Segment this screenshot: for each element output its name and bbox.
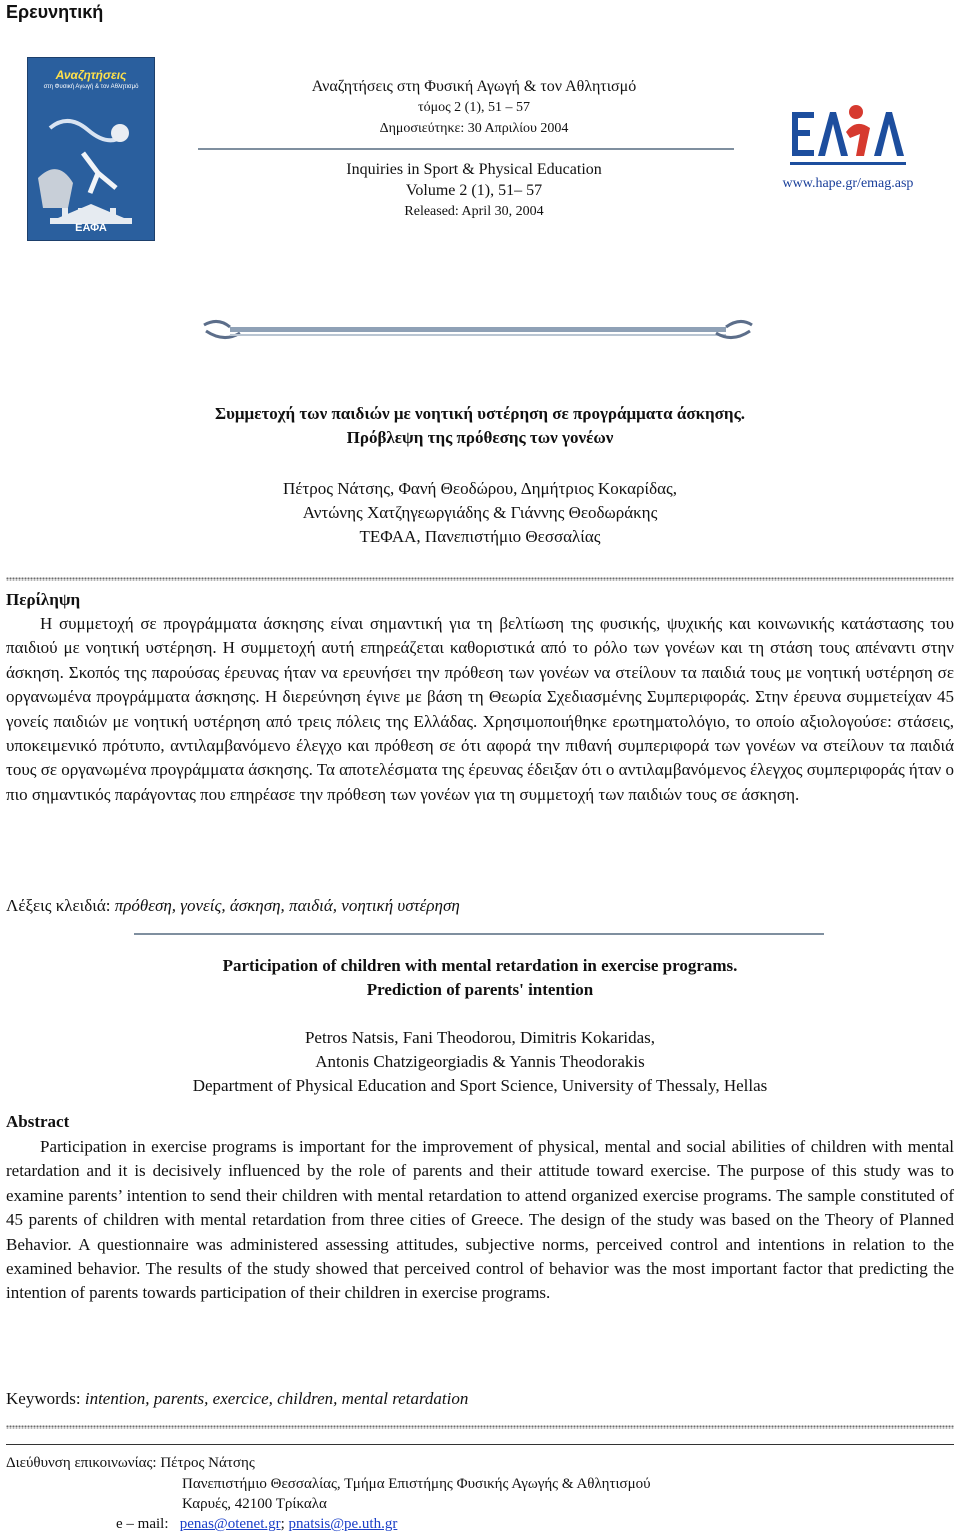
authors-en [60, 1026, 900, 1098]
email-label: e – mail: [116, 1516, 169, 1532]
section-divider [134, 933, 824, 935]
journal-released-en: Released: April 30, 2004 [404, 204, 544, 219]
journal-info-gr [200, 76, 748, 139]
cover-illustration-icon [28, 58, 154, 240]
journal-cover-image [27, 57, 155, 241]
header-divider [198, 148, 734, 150]
authors-gr-line2: Αντώνης Χατζηγεωργιάδης & Γιάννης Θεοδωράκης [302, 503, 658, 522]
eafa-logo-icon [790, 98, 906, 170]
contact-email [116, 1514, 397, 1534]
abstract-en-heading: Abstract [6, 1112, 70, 1131]
email-separator: ; [280, 1516, 285, 1532]
cover-title: Αναζητήσεις [55, 68, 127, 82]
affiliation-en: Department of Physical Education and Sport Science, University of Thessaly, Hellas [192, 1076, 768, 1095]
contact-address-line2: Καρυές, 42100 Τρίκαλα [182, 1496, 327, 1512]
email-link-1[interactable]: penas@otenet.gr [179, 1516, 281, 1532]
title-gr [60, 402, 900, 450]
cover-publisher: ΕΑΦΑ [75, 222, 107, 234]
cover-subtitle: στη Φυσική Αγωγή & τον Αθλητισμό [43, 84, 139, 90]
journal-name-gr: Αναζητήσεις στη Φυσική Αγωγή & τον Αθλητισμό [311, 78, 637, 95]
journal-released-gr: Δημοσιεύτηκε: 30 Απριλίου 2004 [379, 121, 569, 136]
email-link-2[interactable]: pnatsis@pe.uth.gr [288, 1516, 398, 1532]
title-gr-line2: Πρόβλεψη της πρόθεσης των γονέων [346, 428, 614, 447]
contact-address-line1: Πανεπιστήμιο Θεσσαλίας, Τμήμα Επιστήμης Φυσικής Αγωγής & Αθλητισμού [182, 1476, 651, 1492]
section-tag: Ερευνητική [6, 2, 104, 22]
dotted-divider [6, 577, 954, 581]
journal-volume-en: Volume 2 (1), 51– 57 [405, 182, 543, 199]
footer-rule [6, 1444, 954, 1445]
journal-website-link[interactable]: www.hape.gr/emag.asp [782, 176, 914, 191]
journal-name-en: Inquiries in Sport & Physical Education [346, 161, 602, 178]
affiliation-gr: ΤΕΦΑΑ, Πανεπιστήμιο Θεσσαλίας [359, 527, 601, 546]
title-en-line1: Participation of children with mental retardation in exercise programs. [222, 956, 738, 975]
abstract-gr-heading: Περίληψη [6, 590, 81, 609]
journal-volume-gr: τόμος 2 (1), 51 – 57 [418, 100, 530, 115]
journal-info-en [200, 159, 748, 222]
title-en-line2: Prediction of parents' intention [366, 980, 594, 999]
title-en [60, 954, 900, 1002]
authors-gr [60, 477, 900, 549]
abstract-gr-text: Η συμμετοχή σε προγράμματα άσκησης είναι σημαντική για τη βελτίωση της φυσικής, ψυχικής και κοινωνικής κατάστασης του παιδιού με νοητική υστέρηση. Η συμμετοχή αυτή επηρεάζεται καθοριστικά από το ρόλο των γονέων και τη στάση τους απέναντι στην άσκηση. Σκοπός της παρούσας έρευνας ήταν να ερευνήσει την πρόθεση των γονέων να στείλουν τα παιδιά τους με νοητική υστέρηση σε οργανωμένα προγράμματα άσκησης. Η διερεύνηση έγινε με βάση τη Θεωρία Σχεδιασμένης Συμπεριφοράς. Στην έρευνα συμμετείχαν 45 γονείς παιδιών με νοητική υστέρηση από τρεις πόλεις της Ελλάδας. Χρησιμοποιήθηκε ερωτηματολόγιο, το οποίο αξιολογούσε: στάσεις, υποκειμενικό πρότυπο, αντιλαμβανόμενο έλεγχο και πρόθεση σε ότι αφορά την πιθανή συμπεριφορά των γονέων να στείλουν τα παιδιά τους σε οργανωμένα προγράμματα άσκησης. Τα αποτελέσματα της έρευνας έδειξαν ότι ο αντιλαμβανόμενος έλεγχος συμπεριφοράς ήταν ο πιο σημαντικός παράγοντας που επηρέασε την πρόθεση των γονέων για τη συμμετοχή των παιδιών τους σε άσκηση. [6, 614, 954, 804]
authors-en-line1: Petros Natsis, Fani Theodorou, Dimitris Kokaridas, [304, 1028, 656, 1047]
dotted-divider-footer [6, 1425, 954, 1429]
authors-en-line2: Antonis Chatzigeorgiadis & Yannis Theodorakis [315, 1052, 645, 1071]
title-gr-line1: Συμμετοχή των παιδιών με νοητική υστέρηση σε προγράμματα άσκησης. [214, 404, 746, 423]
authors-gr-line1: Πέτρος Νάτσης, Φανή Θεοδώρου, Δημήτριος Κοκαρίδας, [282, 479, 677, 498]
keywords-en: Keywords: intention, parents, exercice, children, mental retardation [6, 1389, 469, 1408]
contact-label: Διεύθυνση επικοινωνίας: Πέτρος Νάτσης [6, 1455, 255, 1471]
keywords-gr: Λέξεις κλειδιά: πρόθεση, γονείς, άσκηση, παιδιά, νοητική υστέρηση [6, 896, 460, 915]
abstract-en-text: Participation in exercise programs is important for the improvement of physical, mental and social abilities of children with mental retardation and it is decisively influenced by the role of parents and their attitude toward exercise. The purpose of this study was to examine parents’ intention to send their children with mental retardation to attend organized exercise programs. The sample constituted of 45 parents of children with mental retardation from three cities of Greece. The design of the study was based on the Theory of Planned Behavior. A questionnaire was administered assessing attitudes, subjective norms, perceived control and intentions in relation to the examined behavior. The results of the study showed that perceived control of behavior was the most important factor that predicting the intention of parents towards participation of their children in exercise programs. [6, 1137, 954, 1303]
ornamental-divider-icon [200, 315, 756, 347]
